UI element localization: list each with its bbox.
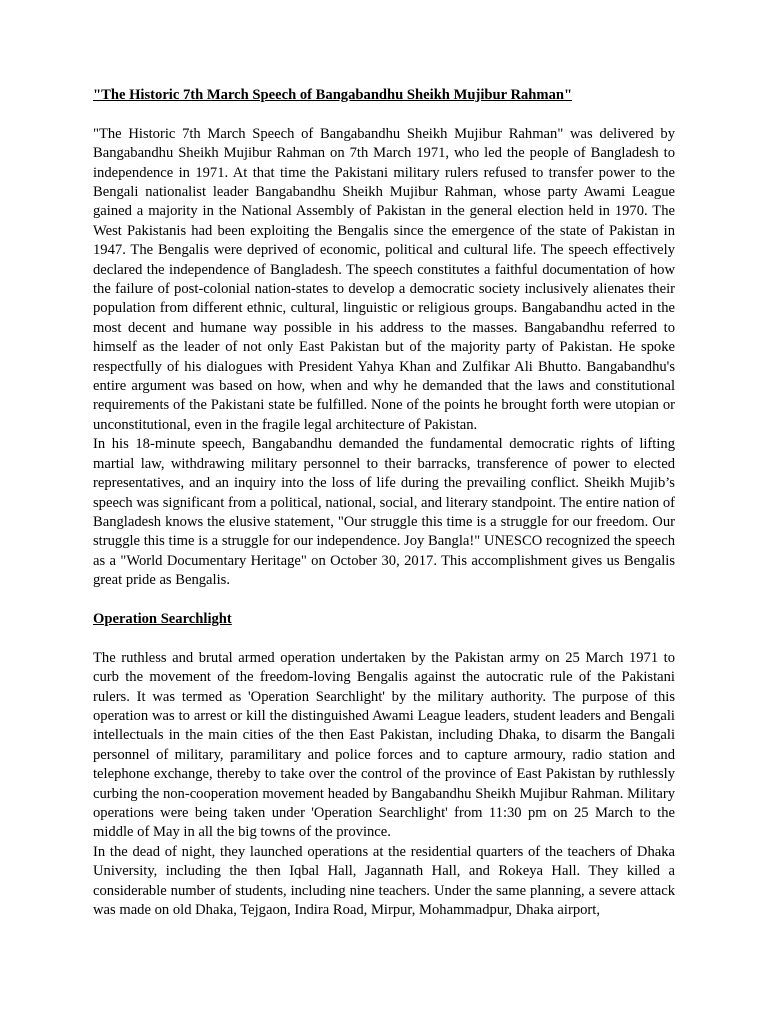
section-title-7th-march-speech: "The Historic 7th March Speech of Bangabandhu Sheikh Mujibur Rahman": [93, 87, 573, 103]
spacer: [93, 105, 675, 124]
body-paragraph: The ruthless and brutal armed operation undertaken by the Pakistan army on 25 March 1971 to curb the movement of the freedom-loving Bengalis against the autocratic rule of the Pakistani rulers. It was termed as 'Operation Searchlight' by the military authority. The purpose of this operation was to arrest or kill the distinguished Awami League leaders, student leaders and Bengali intellectuals in the main cities of the then East Pakistan, including Dhaka, to disarm the Bangali personnel of military, paramilitary and police forces and to capture armoury, radio station and telephone exchange, thereby to take over the control of the province of East Pakistan by ruthlessly curbing the non-cooperation movement headed by Bangabandhu Sheikh Mujibur Rahman. Military operations were being taken under 'Operation Searchlight' from 11:30 pm on 25 March to the middle of May in all the big towns of the province.: [93, 649, 675, 841]
body-paragraph: "The Historic 7th March Speech of Bangabandhu Sheikh Mujibur Rahman" was delivered by Bangabandhu Sheikh Mujibur Rahman on 7th March 1971, who led the people of Bangladesh to independence in 1971. At that time the Pakistani military rulers refused to transfer power to the Bengali nationalist leader Bangabandhu Sheikh Mujibur Rahman, whose party Awami League gained a majority in the National Assembly of Pakistan in the general election held in 1970. The West Pakistanis had been exploiting the Bengalis since the emergence of the state of Pakistan in 1947. The Bengalis were deprived of economic, political and cultural life. The speech effectively declared the independence of Bangladesh. The speech constitutes a faithful documentation of how the failure of post-colonial nation-states to develop a democratic society inclusively alienates their population from different ethnic, cultural, linguistic or religious groups. Bangabandhu acted in the most decent and humane way possible in his address to the masses. Bangabandhu referred to himself as the leader of not only East Pakistan but of the majority party of Pakistan. He spoke respectfully of his dialogues with President Yahya Khan and Zulfikar Ali Bhutto. Bangabandhu's entire argument was based on how, when and why he demanded that the laws and constitutional requirements of the Pakistani state be fulfilled. None of the points he brought forth were utopian or unconstitutional, even in the fragile legal architecture of Pakistan.: [93, 125, 675, 433]
section-title-operation-searchlight: Operation Searchlight: [93, 610, 232, 627]
document-page: [93, 86, 675, 920]
body-paragraph: In his 18-minute speech, Bangabandhu demanded the fundamental democratic rights of lifting martial law, withdrawing military personnel to their barracks, transference of power to elected representatives, and an inquiry into the loss of life during the prevailing conflict. Sheikh Mujib’s speech was significant from a political, national, social, and literary standpoint. The entire nation of Bangladesh knows the elusive statement, "Our struggle this time is a struggle for our freedom. Our struggle this time is a struggle for our independence. Joy Bangla!" UNESCO recognized the speech as a "World Documentary Heritage" on October 30, 2017. This accomplishment gives us Bengalis great pride as Bengalis.: [93, 436, 675, 589]
spacer: [93, 629, 675, 648]
body-paragraph: In the dead of night, they launched operations at the residential quarters of the teachers of Dhaka University, including the then Iqbal Hall, Jagannath Hall, and Rokeya Hall. They killed a considerable number of students, including nine teachers. Under the same planning, a severe attack was made on old Dhaka, Tejgaon, Indira Road, Mirpur, Mohammadpur, Dhaka airport,: [93, 843, 675, 919]
spacer: [93, 591, 675, 610]
